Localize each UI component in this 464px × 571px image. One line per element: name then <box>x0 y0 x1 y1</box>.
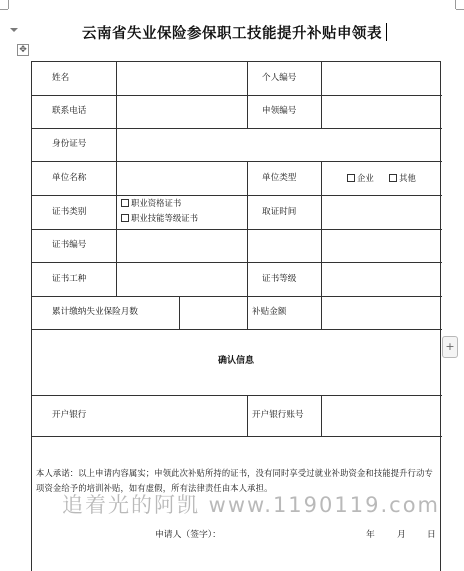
bank-field[interactable] <box>150 409 240 421</box>
cert-trade-label: 证书工种 <box>52 274 87 284</box>
subsidy-amount-field[interactable] <box>330 306 430 318</box>
row-line <box>32 128 442 129</box>
col-line <box>247 62 248 128</box>
employer-type-options <box>347 172 416 184</box>
cert-category-label: 证书类别 <box>52 207 87 217</box>
row-line <box>32 95 442 96</box>
col-line <box>321 296 322 329</box>
cert-level-field[interactable] <box>330 273 430 285</box>
col-line <box>116 62 117 296</box>
cert-level-label: 证书等级 <box>262 274 297 284</box>
personal-id-label: 个人编号 <box>262 73 297 83</box>
cert-qualification-checkbox[interactable] <box>121 199 129 207</box>
bank-label: 开户银行 <box>52 410 87 420</box>
cert-trade-field[interactable] <box>150 273 240 285</box>
col-line <box>247 395 248 436</box>
name-field[interactable] <box>150 72 240 84</box>
row-line <box>32 395 442 396</box>
col-line <box>321 161 322 296</box>
row-line <box>32 436 442 437</box>
crop-mark-left-vertical <box>8 0 9 9</box>
contact-phone-field[interactable] <box>150 105 240 117</box>
page-title: 云南省失业保险参保职工技能提升补贴申领表 <box>82 26 382 42</box>
col-line <box>321 62 322 128</box>
row-line <box>32 229 442 230</box>
employer-name-label: 单位名称 <box>52 173 87 183</box>
watermark: 追着光的阿凯 www.1190119.com <box>62 493 440 517</box>
bank-account-field[interactable] <box>330 409 430 421</box>
employer-name-field[interactable] <box>150 172 240 184</box>
cert-category-option-1 <box>121 197 181 209</box>
contribution-months-field[interactable] <box>181 306 243 318</box>
bank-account-label: 开户银行账号 <box>252 410 304 420</box>
crop-mark-right-vertical <box>455 0 456 9</box>
name-label: 姓名 <box>52 73 70 83</box>
confirm-info-heading: 确认信息 <box>217 356 254 366</box>
col-line <box>247 296 248 329</box>
other-checkbox[interactable] <box>389 174 397 182</box>
sign-day-label: 日 <box>427 530 436 540</box>
obtain-time-label: 取证时间 <box>262 207 297 217</box>
col-line <box>247 161 248 296</box>
row-line <box>32 195 442 196</box>
row-line <box>32 262 442 263</box>
employer-type-label: 单位类型 <box>262 173 297 183</box>
obtain-time-field[interactable] <box>330 206 430 218</box>
cert-skill-level-label: 职业技能等级证书 <box>131 213 198 223</box>
applicant-commitment-text: 本人承诺：以上申请内容属实；申领此次补贴所持的证书，没有同时享受过就业补助资金和技能提升行动专项资金给予的培训补贴，如有虚假，所有法律责任由本人承担。 <box>36 468 434 493</box>
personal-id-field[interactable] <box>330 72 430 84</box>
contribution-months-label: 累计缴纳失业保险月数 <box>52 307 138 317</box>
row-line <box>32 296 442 297</box>
enterprise-checkbox[interactable] <box>347 174 355 182</box>
plus-icon[interactable]: + <box>442 336 458 358</box>
move-icon[interactable]: ✥ <box>17 44 29 56</box>
cert-skill-level-checkbox[interactable] <box>121 214 129 222</box>
row-line <box>32 161 442 162</box>
contact-phone-label: 联系电话 <box>52 106 87 116</box>
subsidy-amount-label: 补贴金额 <box>252 307 287 317</box>
cert-number-label: 证书编号 <box>52 240 87 250</box>
crop-mark-right-horizontal <box>456 9 464 10</box>
cert-number-field[interactable] <box>150 239 430 251</box>
other-option-label: 其他 <box>399 173 416 183</box>
crop-mark-left-horizontal <box>0 9 8 10</box>
text-cursor <box>386 23 387 41</box>
dropdown-arrow-icon[interactable] <box>10 28 18 32</box>
sign-year-label: 年 <box>366 530 375 540</box>
id-card-field[interactable] <box>150 138 430 150</box>
col-line <box>321 395 322 436</box>
application-no-label: 申领编号 <box>262 106 297 116</box>
application-no-field[interactable] <box>330 105 430 117</box>
cert-category-option-2 <box>121 212 198 224</box>
enterprise-option-label: 企业 <box>357 173 374 183</box>
applicant-signature-field[interactable] <box>246 527 346 539</box>
sign-month-label: 月 <box>397 530 406 540</box>
row-line <box>32 329 442 330</box>
applicant-signature-label: 申请人（签字）： <box>155 530 221 540</box>
cert-qualification-label: 职业资格证书 <box>131 198 182 208</box>
id-card-label: 身份证号 <box>52 139 87 149</box>
col-line <box>179 296 180 329</box>
